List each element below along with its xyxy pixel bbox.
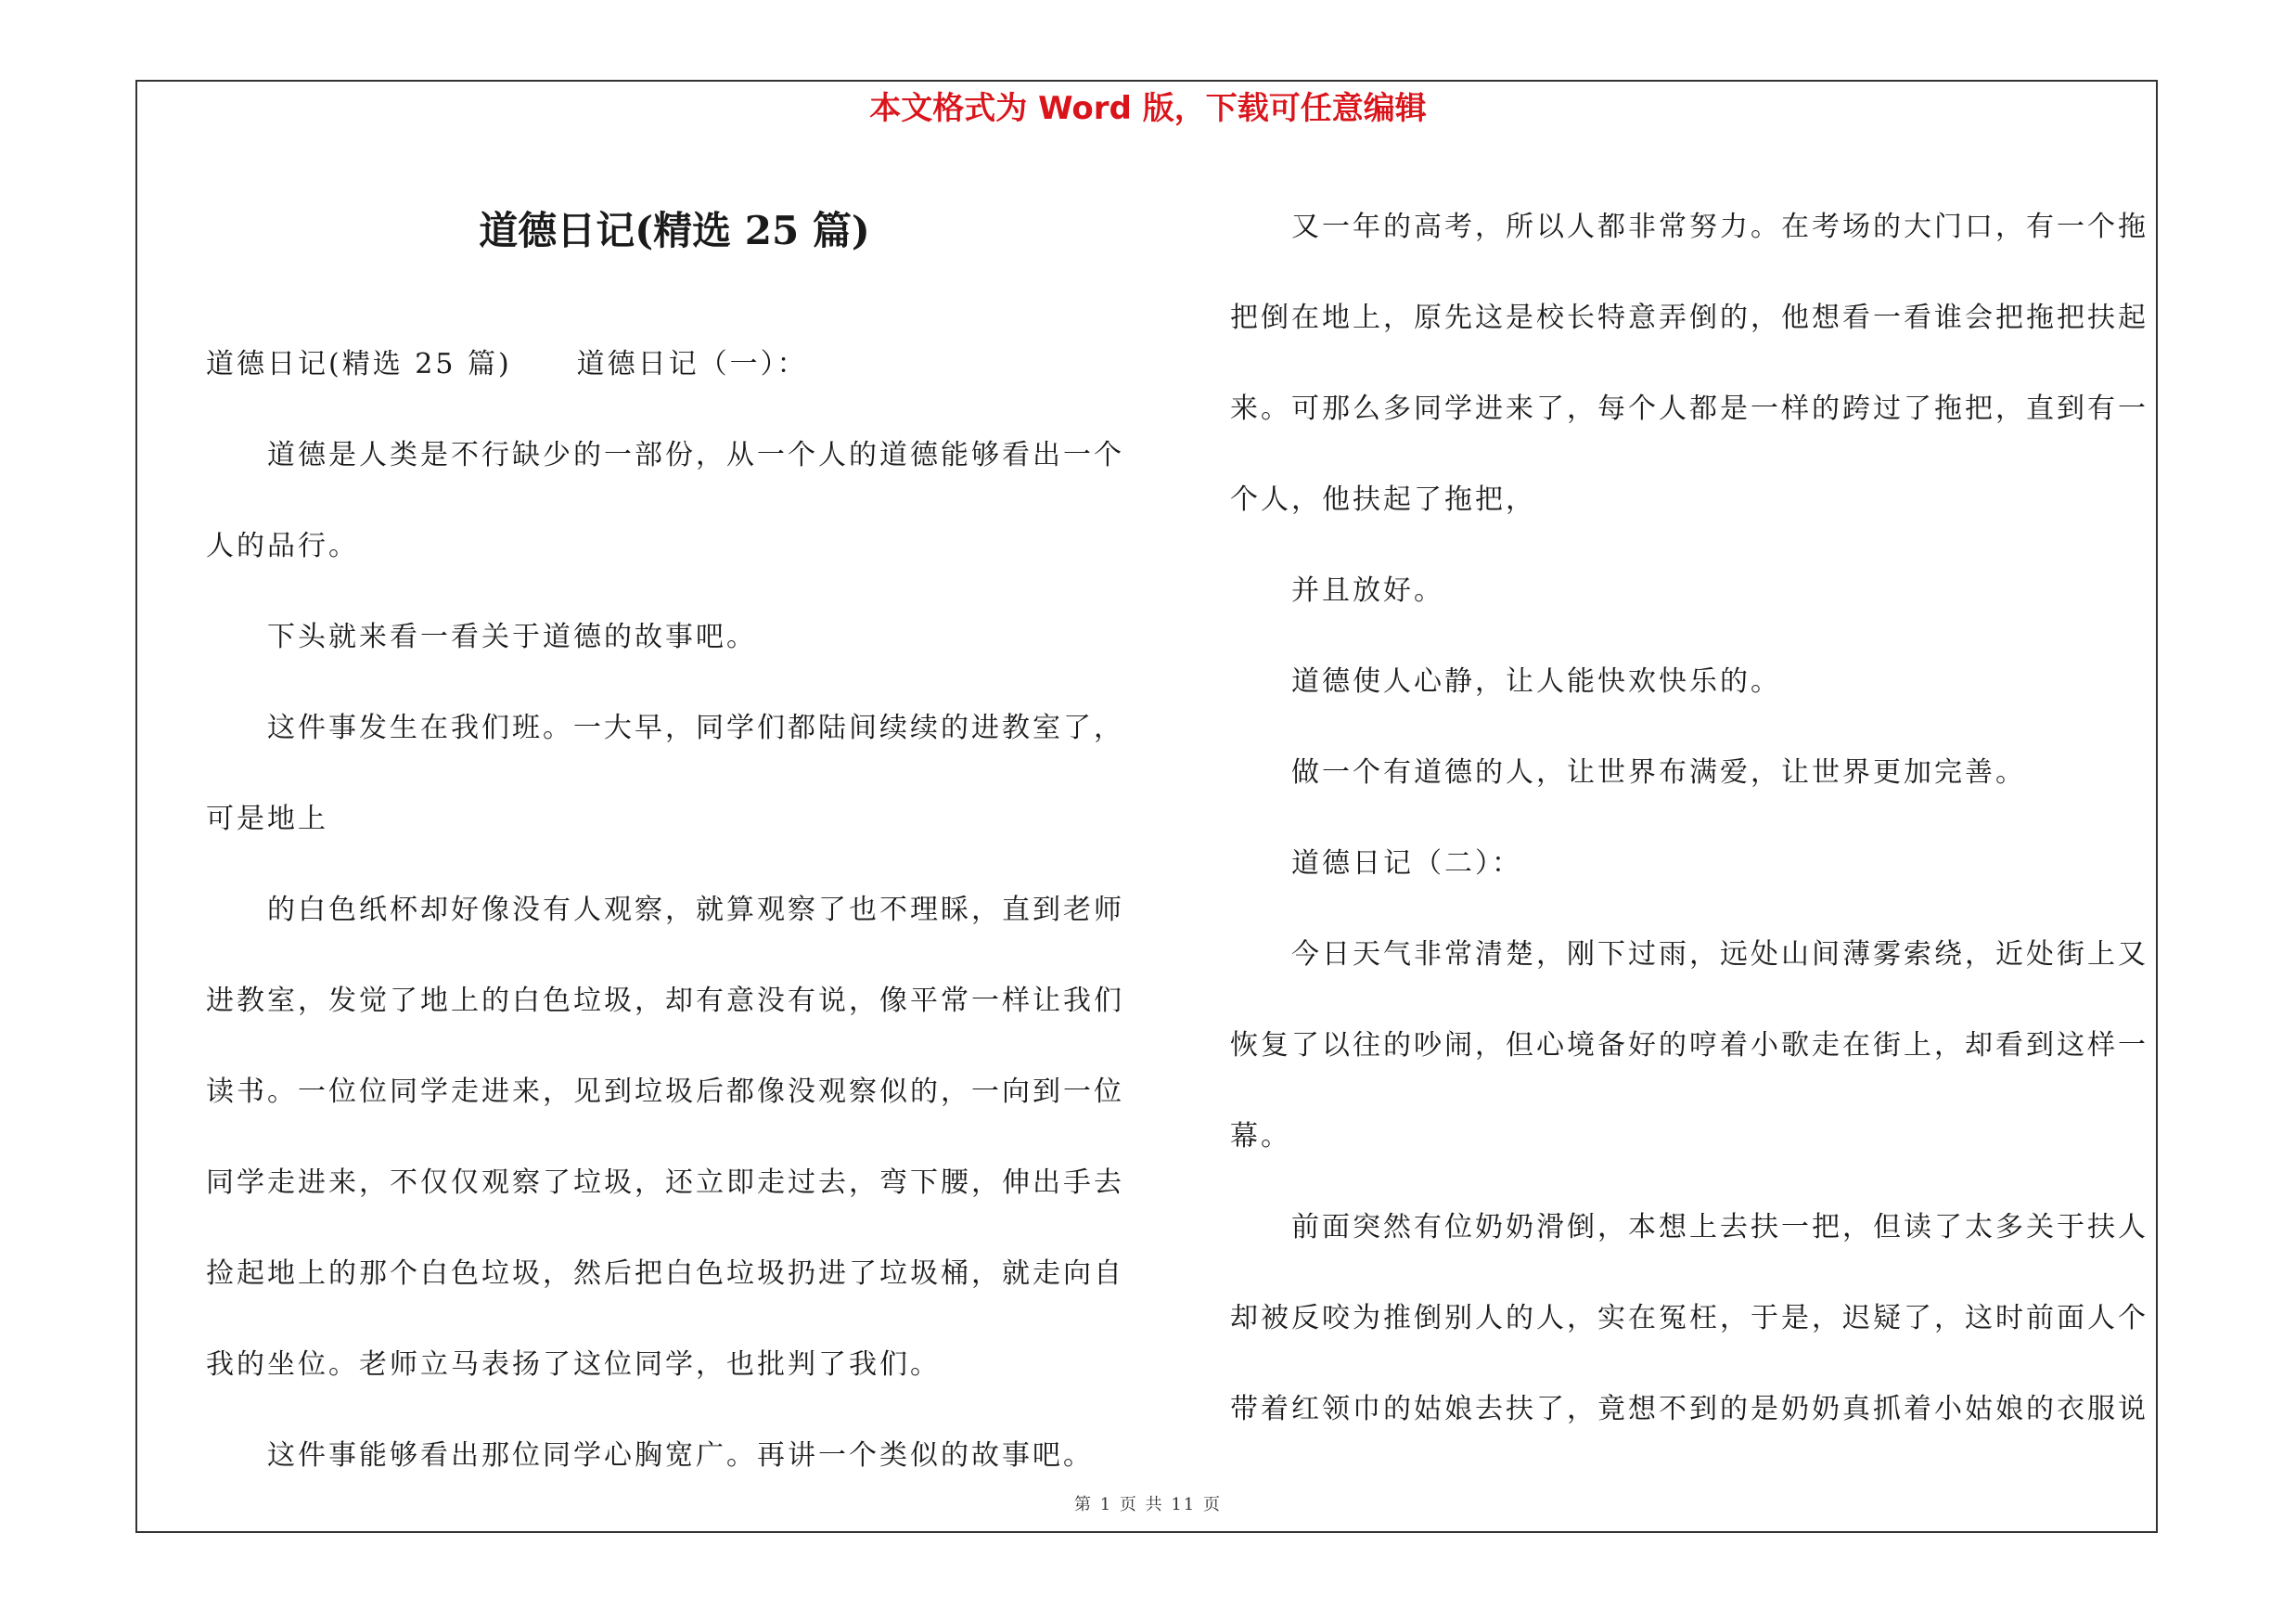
diary-heading-two: 道德日记（二）： xyxy=(1291,847,1522,880)
paragraph-line: 做一个有道德的人，让世界布满爱，让世界更加完善。 xyxy=(1291,756,2026,789)
intro-title-ref: 道德日记(精选 25 篇) xyxy=(206,348,512,380)
paragraph-line: 来。可那么多同学进来了，每个人都是一样的跨过了拖把，直到有一 xyxy=(1230,393,2148,425)
paragraph-line: 幕。 xyxy=(1230,1120,1291,1153)
paragraph-line: 我的坐位。老师立马表扬了这位同学，也批判了我们。 xyxy=(206,1348,941,1381)
paragraph-line: 前面突然有位奶奶滑倒，本想上去扶一把，但读了太多关于扶人 xyxy=(1291,1211,2148,1243)
paragraph-line: 这件事能够看出那位同学心胸宽广。再讲一个类似的故事吧。 xyxy=(267,1439,1094,1472)
paragraph-line: 恢复了以往的吵闹，但心境备好的哼着小歌走在街上，却看到这样一 xyxy=(1230,1029,2148,1062)
paragraph-line: 却被反咬为推倒别人的人，实在冤枉，于是，迟疑了，这时前面人个 xyxy=(1230,1302,2148,1334)
paragraph-line: 同学走进来，不仅仅观察了垃圾，还立即走过去，弯下腰，伸出手去 xyxy=(206,1166,1124,1199)
paragraph-line: 又一年的高考，所以人都非常努力。在考场的大门口，有一个拖 xyxy=(1291,211,2148,243)
page-number-footer: 第 1 页 共 11 页 xyxy=(1074,1495,1222,1514)
paragraph-line: 个人，他扶起了拖把， xyxy=(1230,483,1536,516)
intro-line xyxy=(206,319,1143,410)
paragraph-line: 人的品行。 xyxy=(206,530,359,562)
paragraph-line: 读书。一位位同学走进来，见到垃圾后都像没观察似的，一向到一位 xyxy=(206,1076,1124,1108)
paragraph-line: 把倒在地上，原先这是校长特意弄倒的，他想看一看谁会把拖把扶起 xyxy=(1230,302,2148,334)
paragraph-line: 进教室，发觉了地上的白色垃圾，却有意没有说，像平常一样让我们 xyxy=(206,985,1124,1017)
paragraph-line: 可是地上 xyxy=(206,803,328,835)
paragraph-line: 带着红领巾的姑娘去扶了，竟想不到的是奶奶真抓着小姑娘的衣服说 xyxy=(1230,1393,2148,1425)
right-column xyxy=(1230,182,2158,1455)
paragraph-line: 并且放好。 xyxy=(1291,574,1444,607)
left-column xyxy=(206,319,1143,1501)
paragraph-line: 下头就来看一看关于道德的故事吧。 xyxy=(267,621,757,653)
paragraph-line: 捡起地上的那个白色垃圾，然后把白色垃圾扔进了垃圾桶，就走向自 xyxy=(206,1257,1124,1290)
paragraph-line: 的白色纸杯却好像没有人观察，就算观察了也不理睬，直到老师 xyxy=(267,894,1124,926)
paragraph-line: 今日天气非常清楚，刚下过雨，远处山间薄雾索绕，近处街上又 xyxy=(1291,938,2148,971)
paragraph-line: 道德是人类是不行缺少的一部份，从一个人的道德能够看出一个 xyxy=(267,439,1124,471)
document-title: 道德日记(精选 25 篇) xyxy=(479,208,870,253)
diary-heading-one: 道德日记（一）： xyxy=(576,348,808,380)
word-format-banner: 本文格式为 Word 版，下载可任意编辑 xyxy=(869,90,1427,127)
paragraph-line: 这件事发生在我们班。一大早，同学们都陆间续续的进教室了， xyxy=(267,712,1124,744)
paragraph-line: 道德使人心静，让人能快欢快乐的。 xyxy=(1291,665,1781,698)
